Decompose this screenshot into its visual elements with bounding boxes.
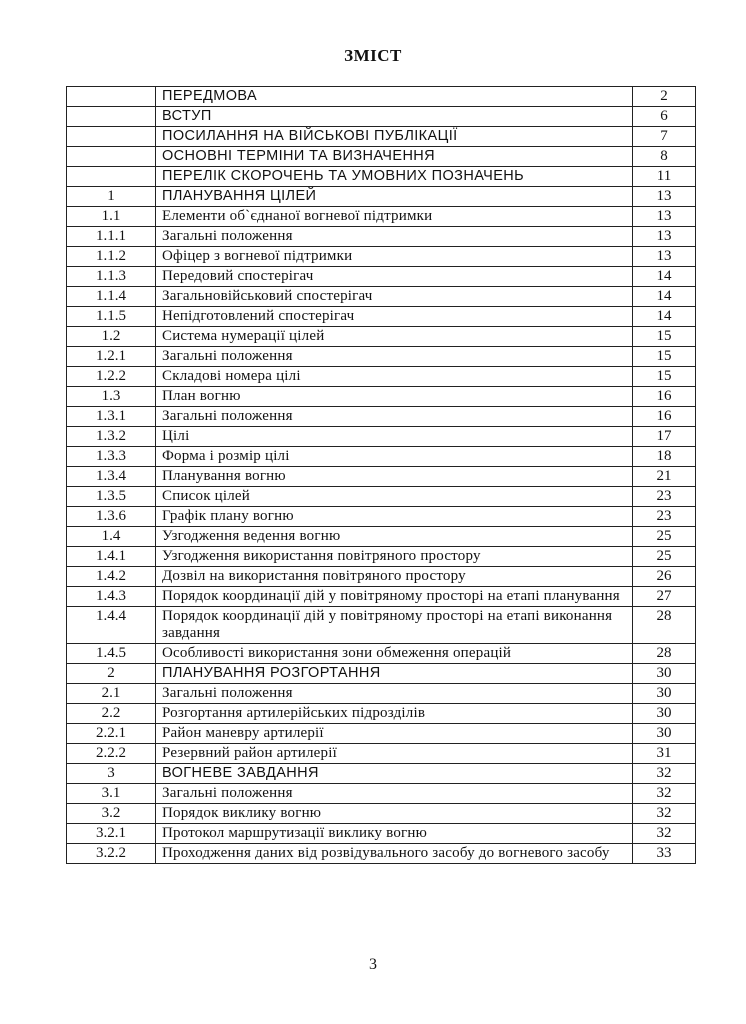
toc-section-number: 2.2.2 [67, 744, 156, 764]
toc-section-number: 2.2 [67, 704, 156, 724]
toc-section-title: ПОСИЛАННЯ НА ВІЙСЬКОВІ ПУБЛІКАЦІЇ [156, 127, 633, 147]
toc-section-title: Проходження даних від розвідувального засобу до вогневого засобу [156, 844, 633, 864]
toc-row [67, 487, 696, 507]
toc-row [67, 507, 696, 527]
toc-section-number: 2 [67, 664, 156, 684]
toc-page-number: 33 [633, 844, 696, 864]
toc-row [67, 447, 696, 467]
toc-page-number: 28 [633, 644, 696, 664]
toc-section-number: 1.1.1 [67, 227, 156, 247]
toc-section-number: 1.2 [67, 327, 156, 347]
toc-row [67, 844, 696, 864]
toc-section-title: Графік плану вогню [156, 507, 633, 527]
toc-row [67, 247, 696, 267]
toc-row [67, 824, 696, 844]
toc-row [67, 227, 696, 247]
toc-row [67, 187, 696, 207]
page-title: ЗМІСТ [344, 46, 402, 65]
toc-page-number: 16 [633, 387, 696, 407]
toc-page-number: 7 [633, 127, 696, 147]
toc-row [67, 347, 696, 367]
toc-page-number: 27 [633, 587, 696, 607]
toc-row [67, 327, 696, 347]
toc-page-number: 13 [633, 247, 696, 267]
toc-section-title: Загальні положення [156, 227, 633, 247]
toc-section-number: 1.3.1 [67, 407, 156, 427]
toc-page-number: 25 [633, 527, 696, 547]
toc-row [67, 207, 696, 227]
toc-row [67, 704, 696, 724]
table-of-contents [66, 86, 696, 864]
toc-section-title: Планування вогню [156, 467, 633, 487]
toc-page-number: 14 [633, 307, 696, 327]
toc-page-number: 32 [633, 824, 696, 844]
toc-section-title: ПЕРЕДМОВА [156, 87, 633, 107]
toc-section-title: Узгодження ведення вогню [156, 527, 633, 547]
toc-row [67, 764, 696, 784]
toc-section-title: Елементи об`єднаної вогневої підтримки [156, 207, 633, 227]
toc-row [67, 587, 696, 607]
toc-page-number: 32 [633, 764, 696, 784]
toc-section-number: 2.2.1 [67, 724, 156, 744]
toc-section-number: 1.1.2 [67, 247, 156, 267]
toc-page-number: 28 [633, 607, 696, 644]
toc-section-title: ПЛАНУВАННЯ РОЗГОРТАННЯ [156, 664, 633, 684]
toc-page-number: 32 [633, 804, 696, 824]
toc-section-number: 1.3 [67, 387, 156, 407]
toc-section-number: 2.1 [67, 684, 156, 704]
toc-section-number: 1.1.3 [67, 267, 156, 287]
toc-section-number: 1.1 [67, 207, 156, 227]
toc-section-number: 3.1 [67, 784, 156, 804]
toc-section-number [67, 127, 156, 147]
toc-page-number: 32 [633, 784, 696, 804]
toc-page-number: 18 [633, 447, 696, 467]
toc-row [67, 607, 696, 644]
toc-row [67, 744, 696, 764]
toc-row [67, 287, 696, 307]
toc-row [67, 147, 696, 167]
toc-section-number [67, 107, 156, 127]
toc-section-number: 3.2 [67, 804, 156, 824]
toc-section-title: Офіцер з вогневої підтримки [156, 247, 633, 267]
toc-section-number: 1.1.5 [67, 307, 156, 327]
toc-section-number: 1.4.4 [67, 607, 156, 644]
toc-page-number: 23 [633, 507, 696, 527]
toc-section-title: Непідготовлений спостерігач [156, 307, 633, 327]
toc-page-number: 30 [633, 704, 696, 724]
toc-page-number: 30 [633, 724, 696, 744]
toc-section-title: Особливості використання зони обмеження операцій [156, 644, 633, 664]
toc-page-number: 17 [633, 427, 696, 447]
toc-row [67, 684, 696, 704]
toc-section-title: Порядок виклику вогню [156, 804, 633, 824]
toc-section-title: Список цілей [156, 487, 633, 507]
toc-section-title: Цілі [156, 427, 633, 447]
toc-section-title: Район маневру артилерії [156, 724, 633, 744]
toc-page-number: 11 [633, 167, 696, 187]
toc-page-number: 21 [633, 467, 696, 487]
toc-page-number: 25 [633, 547, 696, 567]
toc-section-title: Загальні положення [156, 684, 633, 704]
toc-page-number: 14 [633, 267, 696, 287]
toc-page-number: 2 [633, 87, 696, 107]
toc-section-number: 1.4.2 [67, 567, 156, 587]
toc-page-number: 13 [633, 207, 696, 227]
toc-row [67, 367, 696, 387]
toc-section-title: ВОГНЕВЕ ЗАВДАННЯ [156, 764, 633, 784]
page-number: 3 [369, 956, 377, 973]
toc-row [67, 167, 696, 187]
toc-row [67, 567, 696, 587]
toc-section-number: 1.2.1 [67, 347, 156, 367]
toc-section-title: Узгодження використання повітряного простору [156, 547, 633, 567]
toc-page-number: 15 [633, 327, 696, 347]
toc-section-number: 1 [67, 187, 156, 207]
toc-row [67, 784, 696, 804]
toc-section-title: Загальні положення [156, 407, 633, 427]
toc-row [67, 664, 696, 684]
toc-page-number: 30 [633, 684, 696, 704]
toc-page-number: 15 [633, 367, 696, 387]
toc-section-title: Порядок координації дій у повітряному просторі на етапі виконання завдання [156, 607, 633, 644]
toc-section-title: ПЛАНУВАННЯ ЦІЛЕЙ [156, 187, 633, 207]
toc-row [67, 467, 696, 487]
toc-row [67, 387, 696, 407]
toc-section-title: Дозвіл на використання повітряного простору [156, 567, 633, 587]
toc-section-title: ПЕРЕЛІК СКОРОЧЕНЬ ТА УМОВНИХ ПОЗНАЧЕНЬ [156, 167, 633, 187]
toc-section-title: Загальні положення [156, 347, 633, 367]
toc-section-number: 1.3.2 [67, 427, 156, 447]
toc-row [67, 107, 696, 127]
toc-section-title: Розгортання артилерійських підрозділів [156, 704, 633, 724]
toc-page-number: 14 [633, 287, 696, 307]
toc-row [67, 307, 696, 327]
toc-section-number [67, 167, 156, 187]
toc-section-title: Порядок координації дій у повітряному просторі на етапі планування [156, 587, 633, 607]
toc-row [67, 804, 696, 824]
toc-section-number: 1.3.6 [67, 507, 156, 527]
toc-section-number: 1.4.5 [67, 644, 156, 664]
toc-section-number [67, 87, 156, 107]
toc-section-title: Загальновійськовий спостерігач [156, 287, 633, 307]
toc-row [67, 87, 696, 107]
toc-row [67, 547, 696, 567]
toc-section-number: 1.3.3 [67, 447, 156, 467]
toc-section-number: 1.2.2 [67, 367, 156, 387]
toc-section-title: ВСТУП [156, 107, 633, 127]
toc-section-title: Система нумерації цілей [156, 327, 633, 347]
toc-page-number: 8 [633, 147, 696, 167]
toc-row [67, 527, 696, 547]
toc-page-number: 26 [633, 567, 696, 587]
toc-page-number: 31 [633, 744, 696, 764]
toc-page-number: 6 [633, 107, 696, 127]
toc-section-number: 1.1.4 [67, 287, 156, 307]
toc-section-title: Форма і розмір цілі [156, 447, 633, 467]
toc-section-number: 1.4.1 [67, 547, 156, 567]
toc-page-number: 16 [633, 407, 696, 427]
toc-section-title: Загальні положення [156, 784, 633, 804]
toc-section-title: Складові номера цілі [156, 367, 633, 387]
toc-section-title: Резервний район артилерії [156, 744, 633, 764]
toc-row [67, 407, 696, 427]
toc-section-title: Передовий спостерігач [156, 267, 633, 287]
toc-section-title: ОСНОВНІ ТЕРМІНИ ТА ВИЗНАЧЕННЯ [156, 147, 633, 167]
toc-row [67, 427, 696, 447]
toc-page-number: 23 [633, 487, 696, 507]
toc-section-number: 1.4.3 [67, 587, 156, 607]
toc-section-title: Протокол маршрутизації виклику вогню [156, 824, 633, 844]
toc-section-title: План вогню [156, 387, 633, 407]
toc-row [67, 127, 696, 147]
toc-section-number: 3 [67, 764, 156, 784]
toc-body [67, 87, 696, 864]
toc-section-number: 1.4 [67, 527, 156, 547]
toc-page-number: 15 [633, 347, 696, 367]
toc-row [67, 267, 696, 287]
toc-section-number: 3.2.2 [67, 844, 156, 864]
toc-section-number [67, 147, 156, 167]
toc-section-number: 3.2.1 [67, 824, 156, 844]
toc-section-number: 1.3.5 [67, 487, 156, 507]
toc-row [67, 644, 696, 664]
toc-row [67, 724, 696, 744]
toc-page-number: 30 [633, 664, 696, 684]
toc-page-number: 13 [633, 227, 696, 247]
toc-page-number: 13 [633, 187, 696, 207]
toc-section-number: 1.3.4 [67, 467, 156, 487]
